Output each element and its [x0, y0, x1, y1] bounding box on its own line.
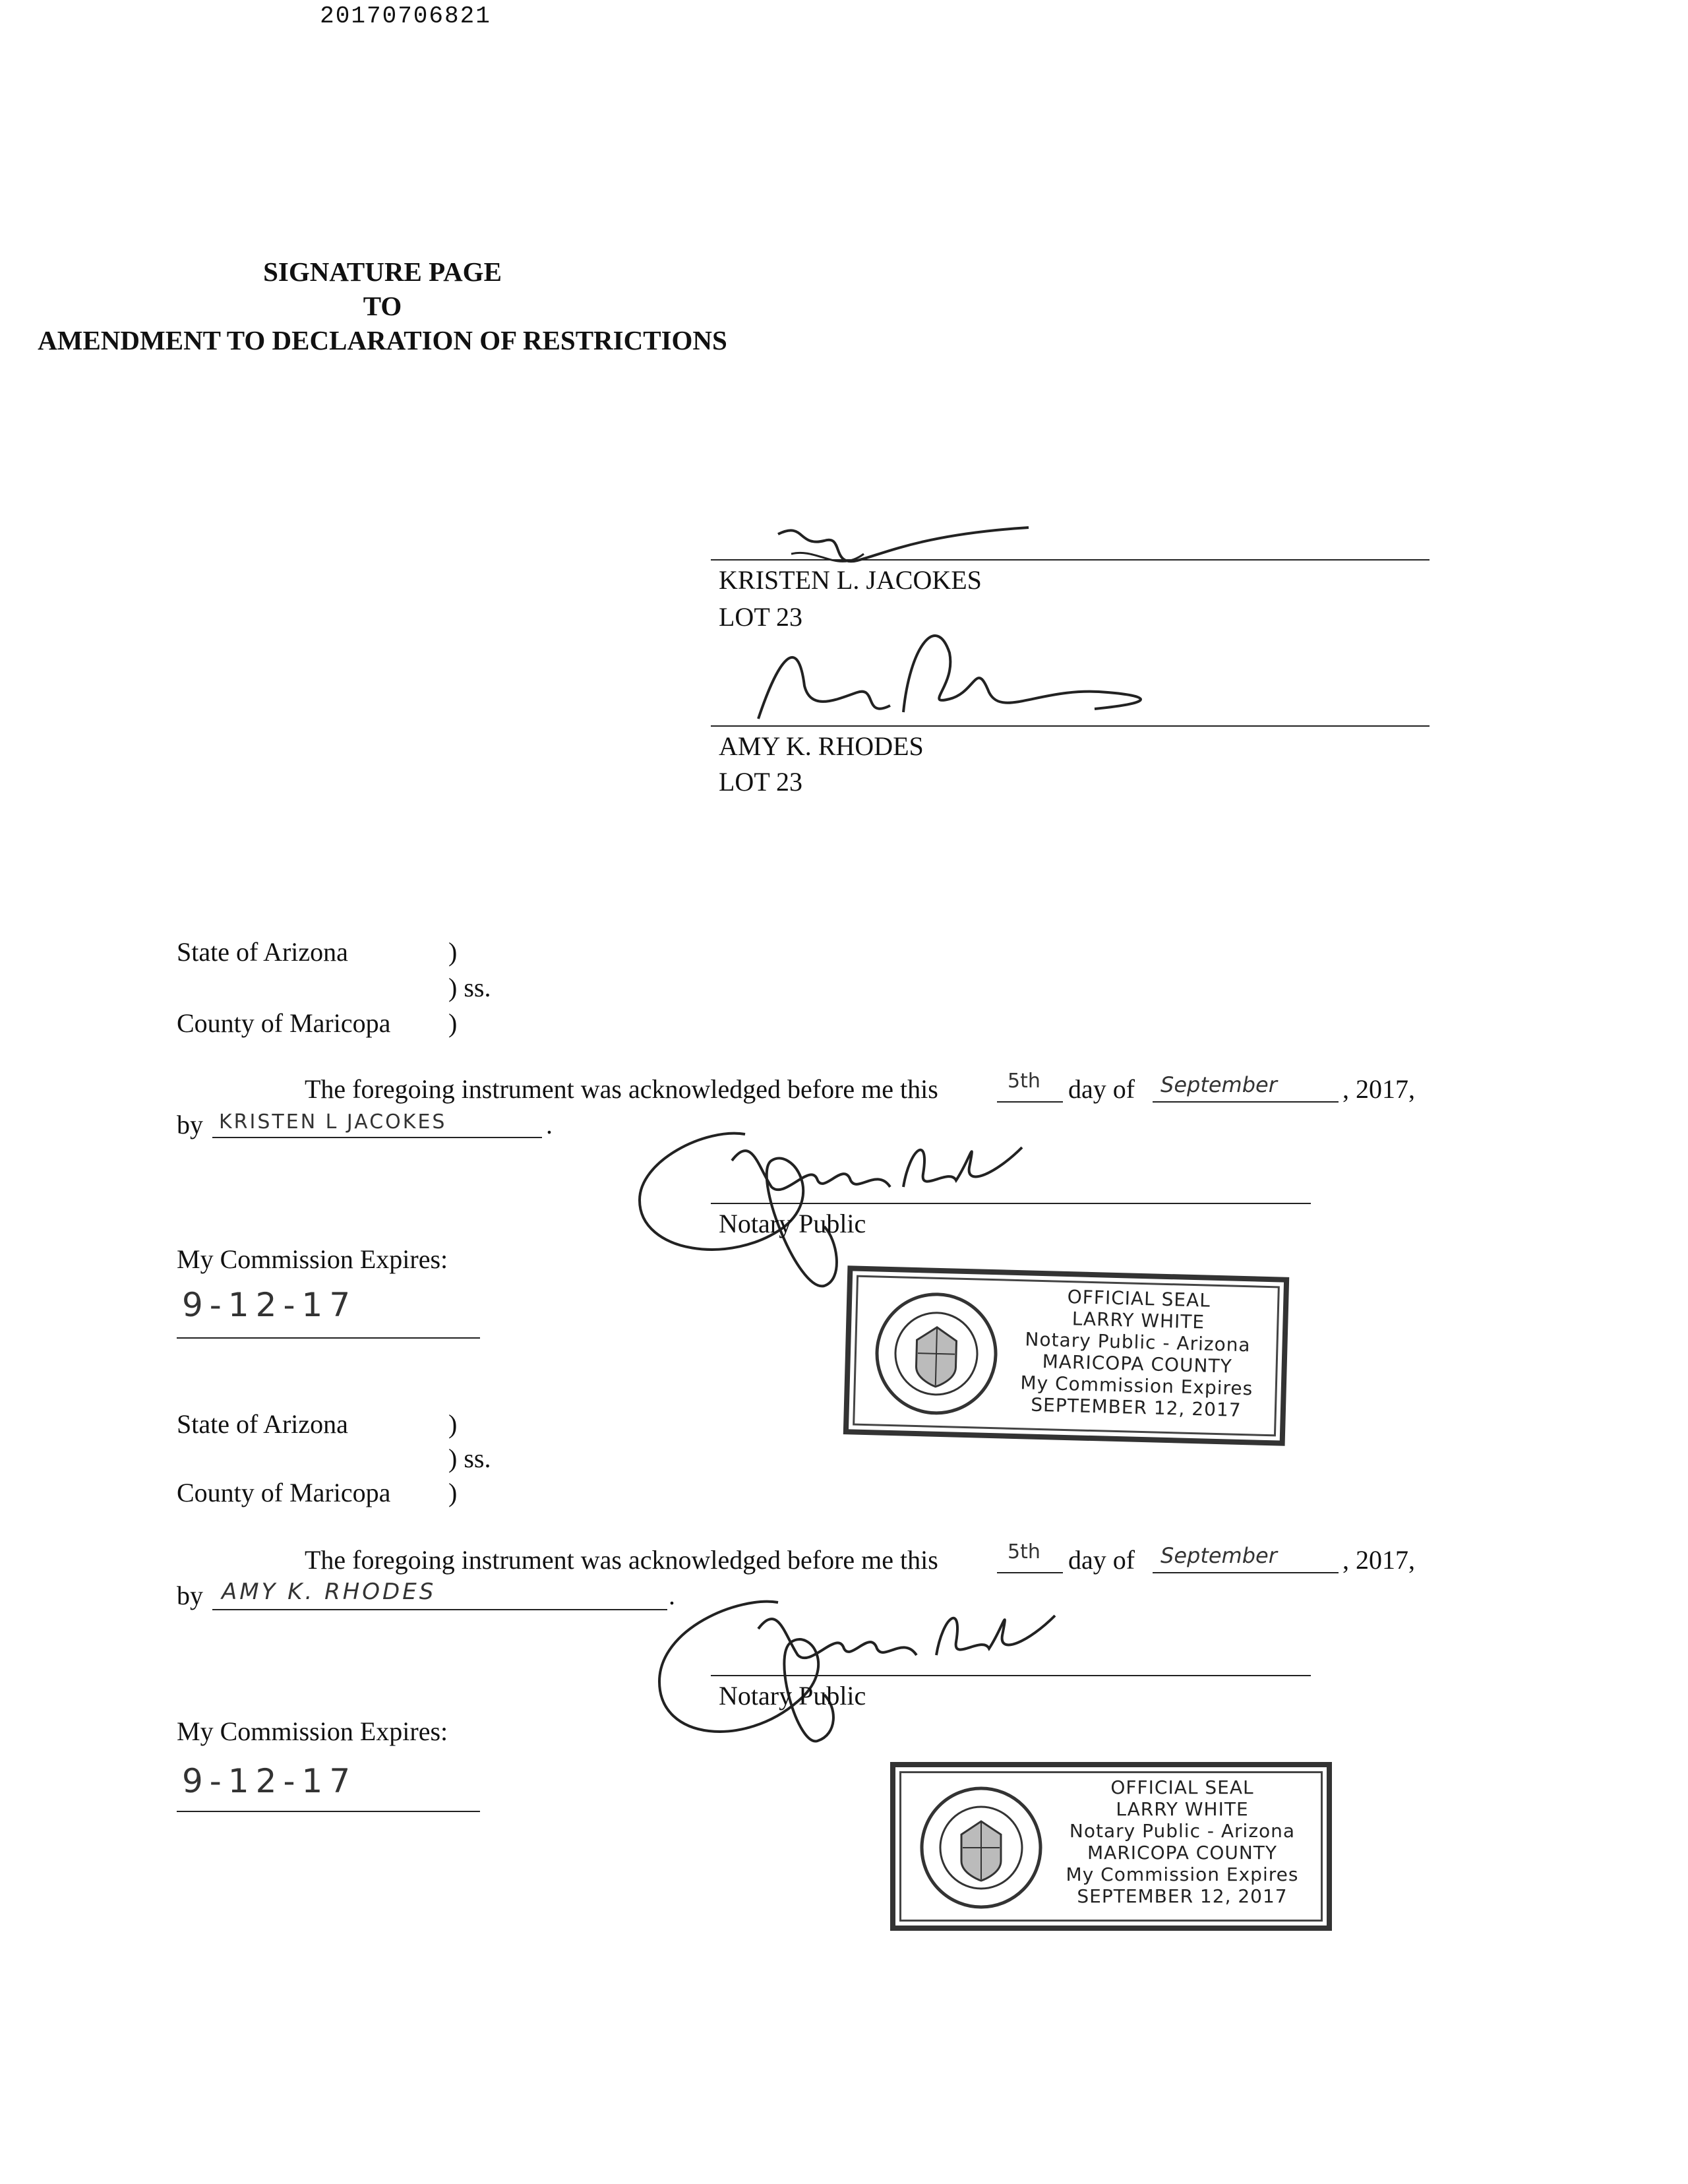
ack-day-2: 5th [1008, 1540, 1040, 1563]
seal-line-3: Notary Public - Arizona [1069, 1820, 1296, 1842]
signer-1-lot: LOT 23 [719, 602, 803, 632]
notary-line-1 [711, 1203, 1311, 1204]
ack-by-line-2 [212, 1609, 667, 1610]
seal-line-2: LARRY WHITE [1116, 1798, 1249, 1820]
seal-line-4: MARICOPA COUNTY [1042, 1350, 1233, 1378]
ack-month-1: September [1160, 1072, 1277, 1097]
ack-month-2: September [1160, 1543, 1277, 1568]
signature-amy [738, 620, 1187, 732]
venue-state-2: State of Arizona [177, 1409, 348, 1439]
heading-line-3: AMENDMENT TO DECLARATION OF RESTRICTIONS [38, 325, 727, 355]
commission-label-2: My Commission Expires: [177, 1716, 448, 1746]
venue-ss-1: ) ss. [448, 973, 491, 1002]
venue-state-1: State of Arizona [177, 937, 348, 967]
ack-day-1: 5th [1008, 1070, 1040, 1093]
ack-day-of-2: day of [1068, 1545, 1135, 1575]
ack-text-2: The foregoing instrument was acknowledged before me this [305, 1545, 938, 1575]
signer-2-lot: LOT 23 [719, 767, 803, 797]
seal-line-4: MARICOPA COUNTY [1087, 1842, 1277, 1864]
venue-paren-top-1: ) [448, 937, 458, 967]
venue-county-2: County of Maricopa [177, 1478, 391, 1507]
seal-line-1: OFFICIAL SEAL [1110, 1776, 1254, 1798]
ack-year-1: , 2017, [1342, 1074, 1415, 1104]
state-seal-icon [868, 1286, 1004, 1421]
commission-line-1 [177, 1337, 480, 1339]
notary-seal-2 [890, 1762, 1332, 1931]
notary-label-1: Notary Public [719, 1209, 866, 1238]
notary-label-2: Notary Public [719, 1681, 866, 1711]
commission-line-2 [177, 1811, 480, 1812]
ack-by-name-1: KRISTEN L JACOKES [219, 1110, 447, 1134]
venue-paren-top-2: ) [448, 1409, 458, 1439]
ack-year-2: , 2017, [1342, 1545, 1415, 1575]
notary-line-2 [711, 1675, 1311, 1676]
seal-line-3: Notary Public - Arizona [1025, 1328, 1251, 1356]
signature-line-2 [711, 725, 1430, 727]
seal-line-5: My Commission Expires [1066, 1864, 1299, 1885]
commission-date-2: 9-12-17 [182, 1762, 357, 1800]
commission-label-1: My Commission Expires: [177, 1244, 448, 1274]
ack-day-of-1: day of [1068, 1074, 1135, 1104]
seal-line-5: My Commission Expires [1020, 1372, 1253, 1400]
ack-by-2: by [177, 1581, 203, 1610]
ack-month-line-1 [1153, 1101, 1339, 1103]
notary-seal-1 [843, 1265, 1289, 1445]
seal-line-6: SEPTEMBER 12, 2017 [1030, 1393, 1242, 1421]
heading-line-2: TO [363, 291, 402, 321]
ack-period-2: . [669, 1581, 675, 1610]
ack-day-line-1 [997, 1101, 1063, 1103]
notary-signature-2 [646, 1589, 1108, 1774]
commission-date-1: 9-12-17 [182, 1286, 357, 1324]
venue-paren-bottom-1: ) [448, 1008, 458, 1038]
heading-line-1: SIGNATURE PAGE [263, 257, 502, 287]
venue-county-1: County of Maricopa [177, 1008, 391, 1038]
ack-day-line-2 [997, 1572, 1063, 1573]
ack-period-1: . [546, 1110, 553, 1139]
signer-1-name: KRISTEN L. JACOKES [719, 565, 982, 595]
ack-by-1: by [177, 1110, 203, 1139]
signer-2-name: AMY K. RHODES [719, 731, 924, 761]
ack-text-1: The foregoing instrument was acknowledged before me this [305, 1074, 938, 1104]
state-seal-icon [915, 1782, 1047, 1914]
ack-by-line-1 [212, 1137, 542, 1138]
seal-line-2: LARRY WHITE [1071, 1308, 1205, 1333]
venue-paren-bottom-2: ) [448, 1478, 458, 1507]
venue-ss-2: ) ss. [448, 1443, 491, 1473]
signature-line-1 [711, 559, 1430, 561]
document-number: 20170706821 [320, 3, 491, 30]
ack-by-name-2: AMY K. RHODES [222, 1579, 437, 1605]
ack-month-line-2 [1153, 1572, 1339, 1573]
seal-line-6: SEPTEMBER 12, 2017 [1077, 1885, 1288, 1907]
seal-line-1: OFFICIAL SEAL [1067, 1286, 1211, 1312]
